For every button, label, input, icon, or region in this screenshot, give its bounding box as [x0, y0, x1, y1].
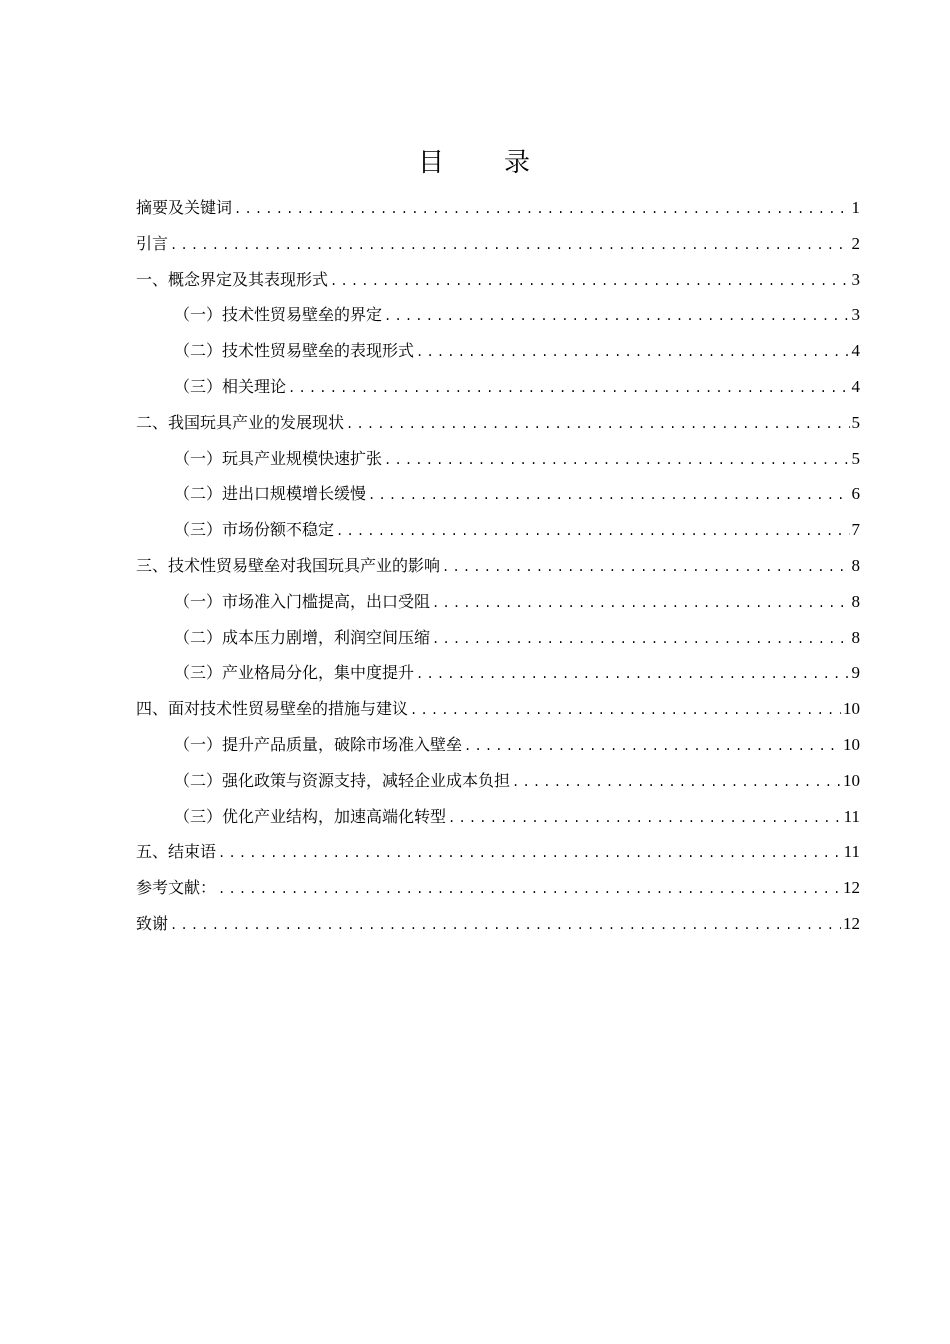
toc-entry[interactable]: [136, 369, 860, 405]
toc-entry-label: 参考文献：: [136, 878, 217, 898]
toc-entry[interactable]: [136, 441, 860, 477]
toc-entry-page-number: 8: [851, 591, 860, 611]
toc-entry-page-number: 10: [843, 699, 860, 719]
toc-entry-label: 引言: [136, 233, 169, 253]
toc-dot-leader: [448, 801, 842, 837]
toc-entry[interactable]: [136, 799, 860, 835]
toc-entry-label: （一）玩具产业规模快速扩张: [174, 448, 383, 468]
toc-entry[interactable]: [136, 655, 860, 691]
toc-entry[interactable]: [136, 727, 860, 763]
toc-entry-page-number: 4: [851, 376, 860, 396]
toc-entry-page-number: 12: [843, 913, 860, 933]
toc-entry[interactable]: [136, 548, 860, 584]
table-of-contents: [136, 190, 860, 942]
toc-entry-page-number: 10: [843, 734, 860, 754]
toc-entry-page-number: 11: [843, 806, 860, 826]
toc-dot-leader: [330, 264, 849, 300]
toc-dot-leader: [416, 657, 849, 693]
toc-entry-page-number: 1: [851, 198, 860, 217]
toc-entry-label: （二）技术性贸易壁垒的表现形式: [174, 341, 415, 361]
toc-entry[interactable]: [136, 333, 860, 369]
toc-dot-leader: [234, 192, 849, 228]
toc-entry-label: （二）进出口规模增长缓慢: [174, 484, 367, 504]
toc-entry-page-number: 12: [843, 878, 860, 898]
toc-entry-page-number: 5: [851, 448, 860, 468]
toc-entry[interactable]: [136, 691, 860, 727]
toc-dot-leader: [336, 514, 849, 550]
toc-entry-page-number: 5: [851, 412, 860, 432]
toc-dot-leader: [170, 908, 841, 944]
toc-entry-page-number: 2: [851, 233, 860, 253]
toc-entry[interactable]: [136, 584, 860, 620]
toc-entry-label: （一）技术性贸易壁垒的界定: [174, 305, 383, 325]
toc-dot-leader: [218, 836, 842, 872]
toc-entry-label: 致谢: [136, 913, 169, 933]
toc-entry-label: 一、概念界定及其表现形式: [136, 269, 329, 289]
title-char-1: 目: [417, 148, 446, 178]
toc-dot-leader: [218, 872, 841, 908]
toc-entry-label: （三）产业格局分化，集中度提升: [174, 663, 415, 683]
toc-entry[interactable]: [136, 297, 860, 333]
toc-entry[interactable]: [136, 763, 860, 799]
toc-entry-page-number: 8: [851, 627, 860, 647]
toc-entry[interactable]: [136, 405, 860, 441]
toc-dot-leader: [170, 228, 849, 264]
toc-entry[interactable]: [136, 834, 860, 870]
toc-entry-label: 二、我国玩具产业的发展现状: [136, 412, 345, 432]
toc-dot-leader: [464, 729, 841, 765]
toc-entry-page-number: 3: [851, 305, 860, 325]
toc-entry[interactable]: [136, 512, 860, 548]
toc-entry-page-number: 11: [843, 842, 860, 862]
toc-dot-leader: [432, 586, 849, 622]
toc-entry-label: （一）提升产品质量，破除市场准入壁垒: [174, 734, 463, 754]
toc-entry-label: （三）市场份额不稳定: [174, 520, 335, 540]
toc-dot-leader: [512, 765, 841, 801]
toc-entry-label: 三、技术性贸易壁垒对我国玩具产业的影响: [136, 555, 441, 575]
toc-dot-leader: [410, 693, 841, 729]
toc-dot-leader: [384, 299, 849, 335]
toc-entry-page-number: 9: [851, 663, 860, 683]
toc-dot-leader: [288, 371, 849, 407]
toc-dot-leader: [384, 443, 849, 479]
toc-entry[interactable]: [136, 226, 860, 262]
toc-dot-leader: [416, 335, 849, 371]
toc-entry[interactable]: [136, 190, 860, 226]
toc-entry-label: 摘要及关键词: [136, 198, 233, 217]
toc-entry-page-number: 6: [851, 484, 860, 504]
toc-entry-label: （一）市场准入门槛提高，出口受阻: [174, 591, 431, 611]
toc-entry[interactable]: [136, 870, 860, 906]
toc-entry[interactable]: [136, 262, 860, 298]
toc-entry[interactable]: [136, 906, 860, 942]
page-title: [0, 143, 950, 183]
toc-dot-leader: [442, 550, 849, 586]
toc-entry-label: （三）相关理论: [174, 376, 287, 396]
toc-entry[interactable]: [136, 620, 860, 656]
toc-entry-label: （二）成本压力剧增，利润空间压缩: [174, 627, 431, 647]
toc-entry-page-number: 3: [851, 269, 860, 289]
toc-dot-leader: [346, 407, 849, 443]
toc-dot-leader: [432, 622, 849, 658]
toc-entry-label: 五、结束语: [136, 842, 217, 862]
toc-dot-leader: [368, 478, 849, 514]
toc-entry-label: （二）强化政策与资源支持，减轻企业成本负担: [174, 770, 511, 790]
toc-entry-label: 四、面对技术性贸易壁垒的措施与建议: [136, 699, 409, 719]
toc-entry[interactable]: [136, 476, 860, 512]
toc-entry-page-number: 8: [851, 555, 860, 575]
toc-entry-label: （三）优化产业结构，加速高端化转型: [174, 806, 447, 826]
toc-entry-page-number: 7: [851, 520, 860, 540]
toc-entry-page-number: 10: [843, 770, 860, 790]
title-char-2: 录: [504, 148, 533, 178]
toc-entry-page-number: 4: [851, 341, 860, 361]
